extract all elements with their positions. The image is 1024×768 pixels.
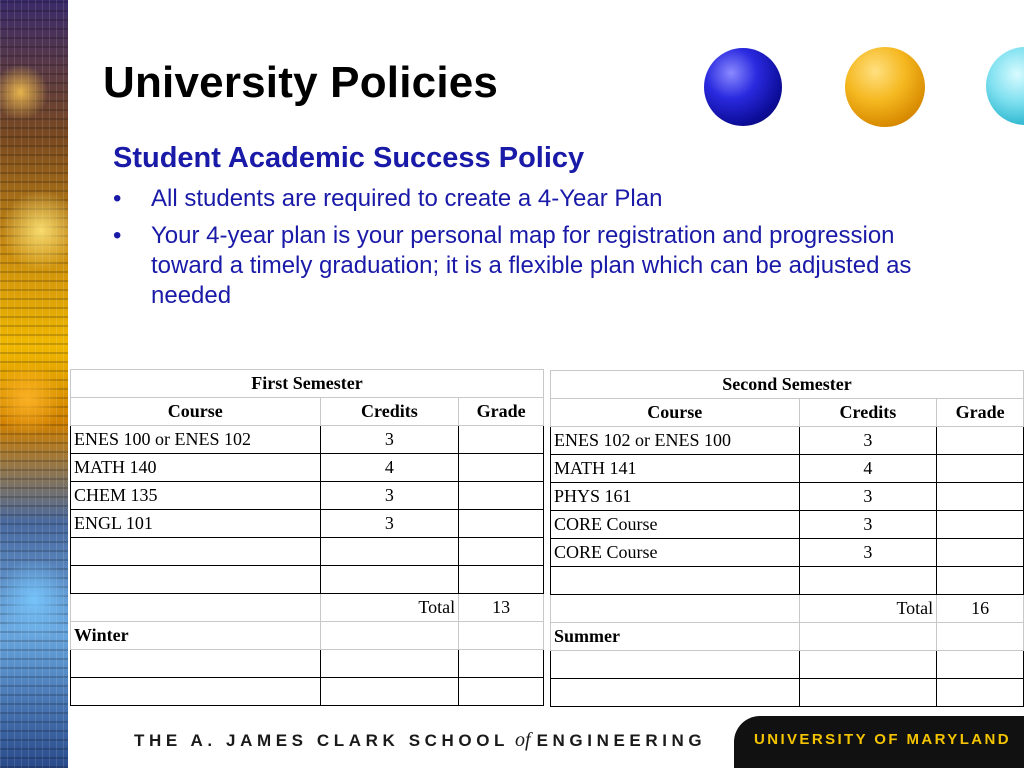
credits-cell: 3 <box>799 539 937 567</box>
table-row <box>551 567 1024 595</box>
table-row <box>71 678 544 706</box>
credits-cell <box>320 650 459 678</box>
course-cell: CHEM 135 <box>71 482 321 510</box>
grade-cell <box>459 538 544 566</box>
credits-cell <box>799 651 937 679</box>
course-cell: ENGL 101 <box>71 510 321 538</box>
course-cell <box>71 678 321 706</box>
extra-term-label: Winter <box>71 622 321 650</box>
grade-cell <box>459 650 544 678</box>
semester-heading: Second Semester <box>551 371 1024 399</box>
bullet-dot-icon: • <box>113 222 122 249</box>
table-row <box>551 651 1024 679</box>
empty-cell <box>799 623 937 651</box>
course-cell <box>71 538 321 566</box>
table-row <box>551 483 1024 511</box>
table-row <box>551 679 1024 707</box>
grade-cell <box>937 511 1024 539</box>
bullet-list <box>113 184 913 318</box>
total-value: 13 <box>459 594 544 622</box>
grade-cell <box>459 482 544 510</box>
extra-term-row <box>551 623 1024 651</box>
university-name: UNIVERSITY OF MARYLAND <box>754 731 1011 748</box>
table-row <box>71 426 544 454</box>
school-name-part2: ENGINEERING <box>536 731 707 750</box>
column-header-course: Course <box>551 399 800 427</box>
credits-cell <box>320 538 459 566</box>
credits-cell <box>799 679 937 707</box>
grade-cell <box>459 566 544 594</box>
course-cell <box>551 567 800 595</box>
column-header-grade: Grade <box>937 399 1024 427</box>
table-row <box>551 455 1024 483</box>
empty-cell <box>937 623 1024 651</box>
orange-orb-decoration <box>845 47 925 127</box>
grade-cell <box>937 651 1024 679</box>
slide-title: University Policies <box>103 58 499 107</box>
cyan-orb-decoration <box>986 47 1024 125</box>
course-cell <box>551 651 800 679</box>
total-row <box>71 594 544 622</box>
grade-cell <box>937 455 1024 483</box>
course-cell: CORE Course <box>551 511 800 539</box>
total-value: 16 <box>937 595 1024 623</box>
first-semester-table <box>70 369 544 706</box>
grade-cell <box>937 567 1024 595</box>
credits-cell: 3 <box>320 510 459 538</box>
course-cell: PHYS 161 <box>551 483 800 511</box>
table-row <box>551 511 1024 539</box>
table-row <box>71 650 544 678</box>
side-decorative-photo <box>0 0 68 768</box>
table-row <box>71 454 544 482</box>
column-header-grade: Grade <box>459 398 544 426</box>
course-cell <box>551 679 800 707</box>
grade-cell <box>937 679 1024 707</box>
bullet-item <box>113 184 913 214</box>
grade-cell <box>459 678 544 706</box>
table-row <box>71 482 544 510</box>
credits-cell: 3 <box>799 427 937 455</box>
grade-cell <box>459 510 544 538</box>
course-cell: ENES 100 or ENES 102 <box>71 426 321 454</box>
credits-cell: 3 <box>320 426 459 454</box>
column-header-credits: Credits <box>320 398 459 426</box>
grade-cell <box>459 426 544 454</box>
university-banner <box>734 716 1024 768</box>
total-label: Total <box>799 595 937 623</box>
credits-cell <box>320 678 459 706</box>
extra-term-label: Summer <box>551 623 800 651</box>
semester-heading: First Semester <box>71 370 544 398</box>
bullet-dot-icon: • <box>113 185 122 212</box>
table-row <box>551 427 1024 455</box>
bullet-text: Your 4-year plan is your personal map for registration and progression toward a timely graduation; it is a flexible plan which can be adjusted as needed <box>151 222 912 309</box>
table-row <box>71 510 544 538</box>
table-row <box>71 566 544 594</box>
grade-cell <box>937 483 1024 511</box>
empty-cell <box>551 595 800 623</box>
course-cell: ENES 102 or ENES 100 <box>551 427 800 455</box>
grade-cell <box>937 427 1024 455</box>
school-name-part1: THE A. JAMES CLARK SCHOOL <box>134 731 510 750</box>
empty-cell <box>320 622 459 650</box>
credits-cell: 4 <box>320 454 459 482</box>
policy-title: Student Academic Success Policy <box>113 142 585 174</box>
credits-cell: 3 <box>799 483 937 511</box>
table-row <box>71 538 544 566</box>
credits-cell <box>320 566 459 594</box>
total-row <box>551 595 1024 623</box>
column-header-credits: Credits <box>799 399 937 427</box>
blue-orb-decoration <box>704 48 782 126</box>
extra-term-row <box>71 622 544 650</box>
credits-cell: 3 <box>799 511 937 539</box>
empty-cell <box>459 622 544 650</box>
grade-cell <box>937 539 1024 567</box>
course-cell <box>71 650 321 678</box>
course-cell: MATH 141 <box>551 455 800 483</box>
school-name-of: of <box>515 729 531 751</box>
credits-cell: 3 <box>320 482 459 510</box>
second-semester-table <box>550 370 1024 707</box>
bullet-text: All students are required to create a 4-Year Plan <box>151 185 663 212</box>
course-cell: CORE Course <box>551 539 800 567</box>
credits-cell: 4 <box>799 455 937 483</box>
school-wordmark <box>134 729 706 752</box>
course-cell <box>71 566 321 594</box>
bullet-item <box>113 221 913 311</box>
grade-cell <box>459 454 544 482</box>
table-row <box>551 539 1024 567</box>
empty-cell <box>71 594 321 622</box>
credits-cell <box>799 567 937 595</box>
course-cell: MATH 140 <box>71 454 321 482</box>
column-header-course: Course <box>71 398 321 426</box>
total-label: Total <box>320 594 459 622</box>
